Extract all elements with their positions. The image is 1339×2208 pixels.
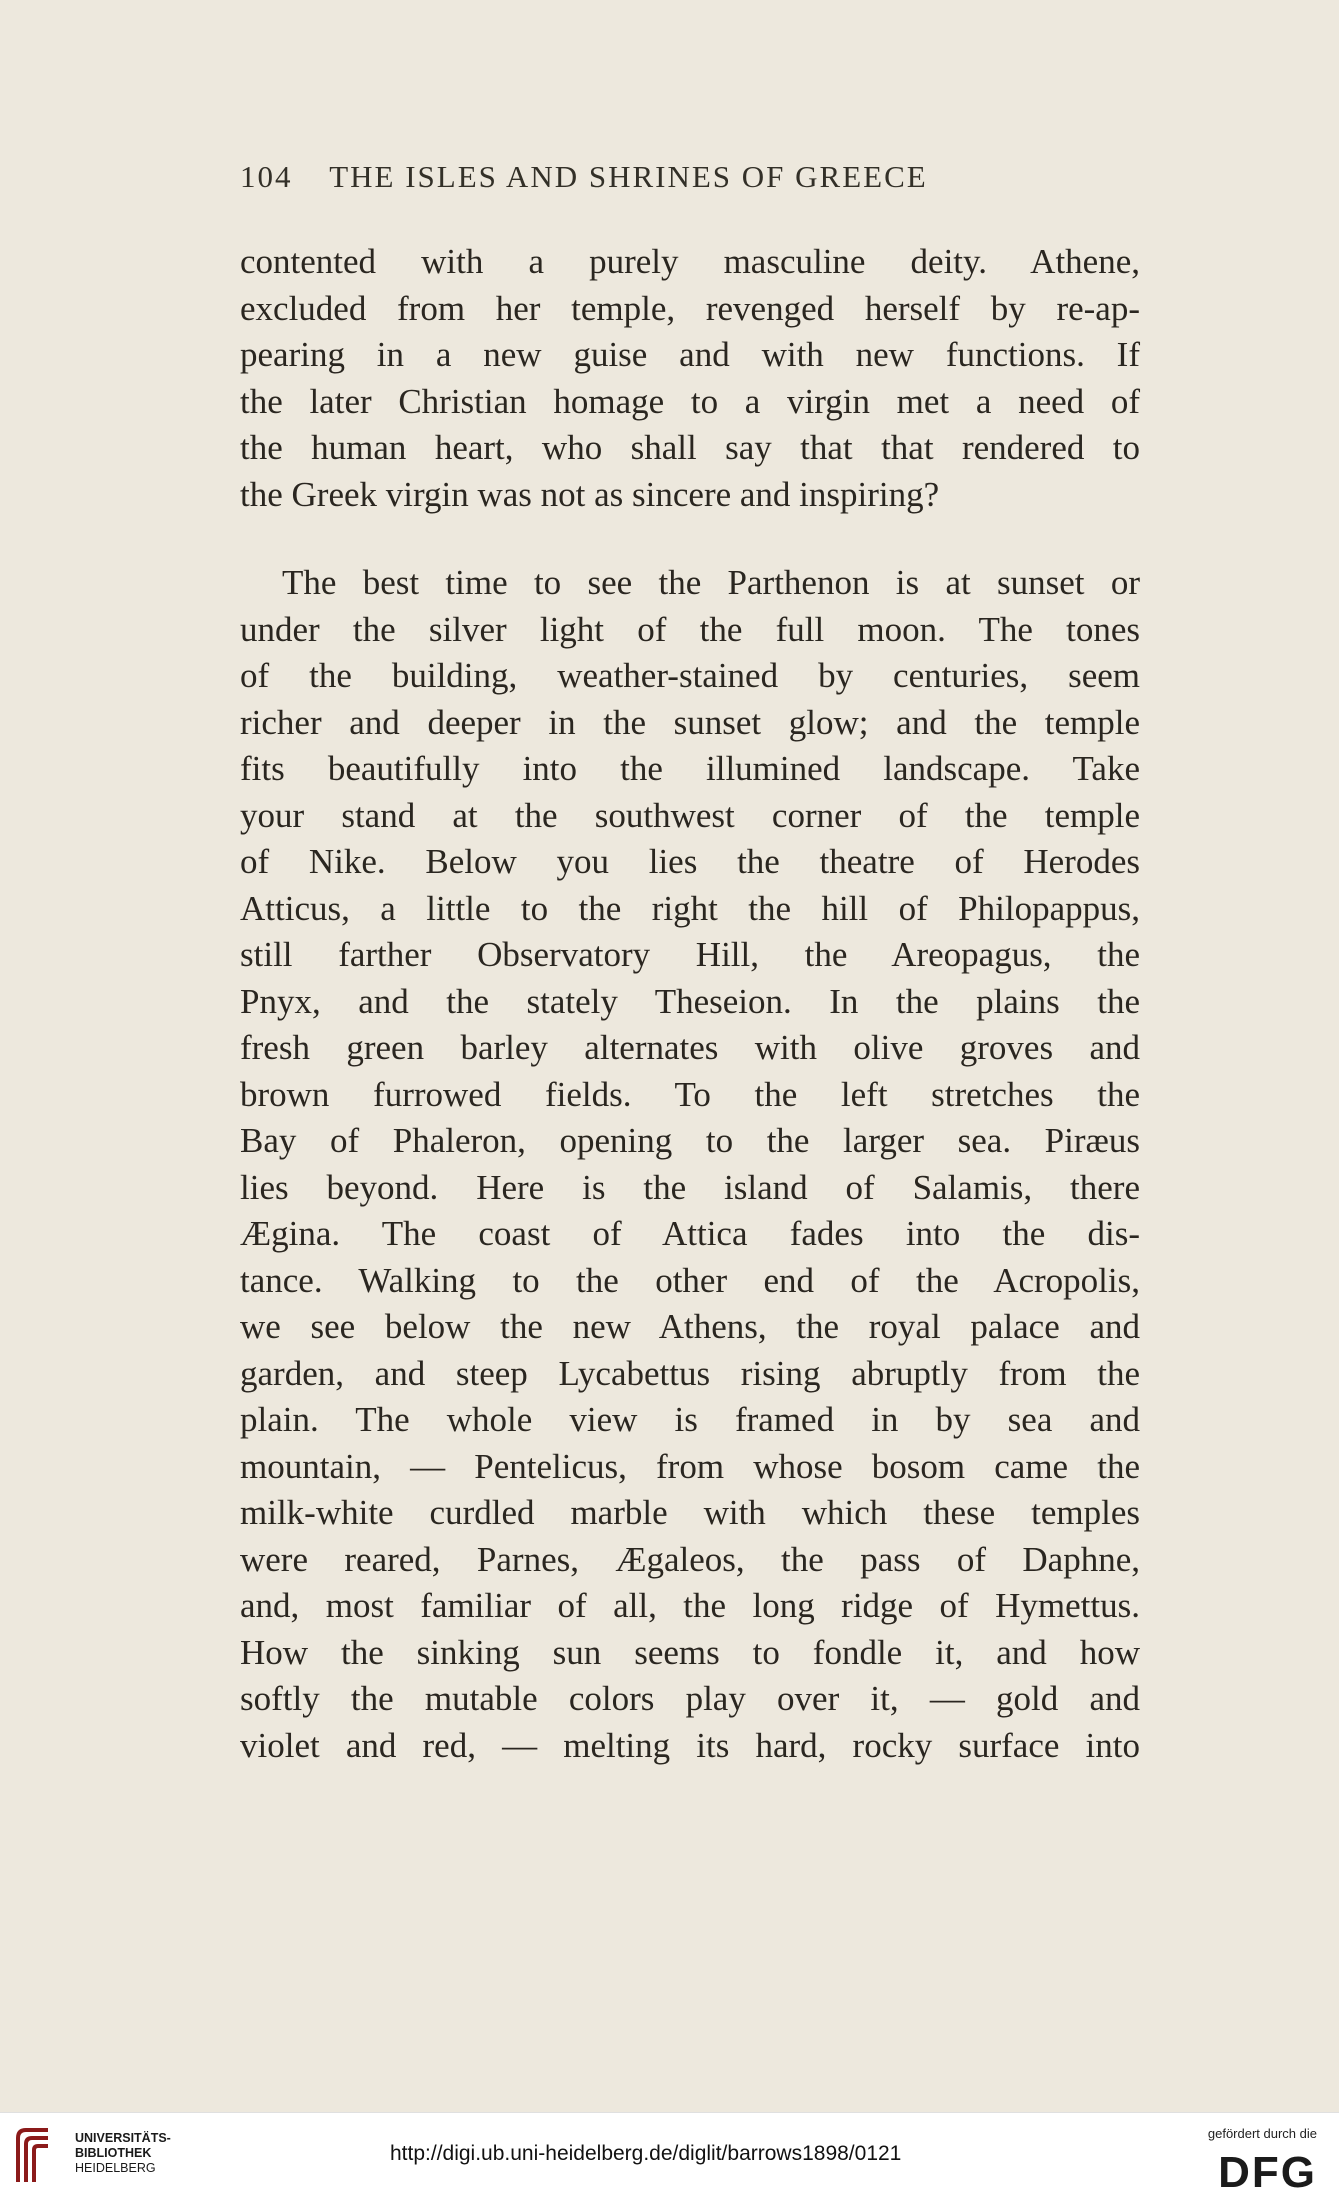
text-line: mountain, — Pentelicus, from whose bosom came the	[240, 1446, 1140, 1486]
text-line: Atticus, a little to the right the hill of Philopappus,	[240, 888, 1140, 928]
text-line: plain. The whole view is framed in by sea and	[240, 1400, 1140, 1439]
text-line: How the sinking sun seems to fondle it, and how	[240, 1632, 1140, 1672]
text-line: the later Christian homage to a virgin met a need of	[240, 381, 1140, 421]
text-line: pearing in a new guise and with new functions. If	[240, 335, 1140, 374]
dfg-logo: DFG	[1218, 2148, 1317, 2197]
text-line: brown furrowed fields. To the left stretches the	[240, 1074, 1140, 1114]
text-line: milk-white curdled marble with which these temples	[240, 1493, 1140, 1532]
funded-by-label: gefördert durch die	[1207, 2126, 1317, 2141]
text-line: fresh green barley alternates with olive groves and	[240, 1028, 1140, 1067]
text-line: were reared, Parnes, Ægaleos, the pass of Daphne,	[240, 1539, 1140, 1579]
paragraph-2	[240, 560, 1140, 1769]
text-line: fits beautifully into the illumined landscape. Take	[240, 749, 1140, 788]
running-title: THE ISLES AND SHRINES OF GREECE	[329, 159, 928, 194]
text-line: Bay of Phaleron, opening to the larger sea. Piræus	[240, 1121, 1140, 1160]
text-line: Ægina. The coast of Attica fades into the dis-	[240, 1214, 1140, 1253]
text-line: lies beyond. Here is the island of Salamis, there	[240, 1167, 1140, 1207]
text-line: softly the mutable colors play over it, — gold and	[240, 1679, 1140, 1718]
text-line: and, most familiar of all, the long ridge of Hymettus.	[240, 1586, 1140, 1625]
library-logo-icon	[10, 2124, 55, 2188]
institution-line-2: BIBLIOTHEK	[75, 2146, 152, 2160]
text-line: violet and red, — melting its hard, rocky surface into	[240, 1725, 1140, 1765]
text-line: the Greek virgin was not as sincere and inspiring?	[240, 474, 940, 514]
text-line: still farther Observatory Hill, the Areopagus, the	[240, 935, 1140, 974]
paragraph-1	[240, 239, 1140, 518]
text-line: excluded from her temple, revenged herself by re-ap-	[240, 288, 1140, 328]
text-line: contented with a purely masculine deity. Athene,	[240, 242, 1140, 281]
institution-name	[75, 2131, 171, 2176]
text-line: under the silver light of the full moon. The tones	[240, 609, 1140, 649]
text-line: Pnyx, and the stately Theseion. In the plains the	[240, 981, 1140, 1021]
institution-line-1: UNIVERSITÄTS-	[75, 2131, 171, 2145]
text-line: your stand at the southwest corner of the temple	[240, 795, 1140, 835]
text-line: garden, and steep Lycabettus rising abruptly from the	[240, 1353, 1140, 1393]
text-line: the human heart, who shall say that that rendered to	[240, 428, 1140, 467]
text-line: The best time to see the Parthenon is at sunset or	[282, 563, 1140, 602]
institution-line-3: HEIDELBERG	[75, 2161, 156, 2175]
text-line: tance. Walking to the other end of the Acropolis,	[240, 1260, 1140, 1300]
running-header	[240, 159, 1140, 195]
text-line: of the building, weather-stained by centuries, seem	[240, 656, 1140, 695]
text-line: we see below the new Athens, the royal palace and	[240, 1307, 1140, 1346]
text-line: richer and deeper in the sunset glow; and the temple	[240, 702, 1140, 742]
text-line: of Nike. Below you lies the theatre of Herodes	[240, 842, 1140, 881]
page-number: 104	[240, 159, 293, 194]
permalink-url[interactable]: http://digi.ub.uni-heidelberg.de/diglit/barrows1898/0121	[390, 2142, 902, 2165]
